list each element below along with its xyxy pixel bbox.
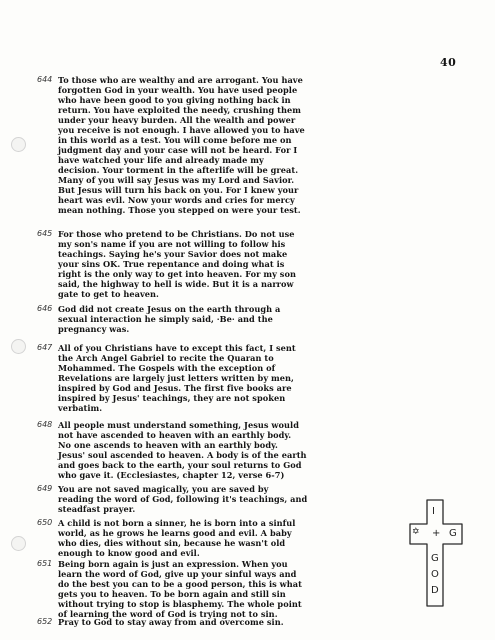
- star-of-david-icon: ✡: [412, 527, 420, 537]
- paragraph-text: God did not create Jesus on the earth through a sexual interaction he simply said, ·Be· and the pregnancy was.: [58, 304, 281, 334]
- paragraph-number: 648: [37, 420, 53, 429]
- paragraph-text: All of you Christians have to except this fact, I sent the Arch Angel Gabriel to recite the Quaran to Mohammed. The Gospels with the exception of Revelations are largely just letters written by men, inspired by God and Jesus. The first five books are inspired by Jesus' teachings, they are not spoken verbatim.: [58, 343, 296, 413]
- paragraph-646: [37, 304, 453, 334]
- binder-hole: [11, 339, 26, 354]
- paragraph-645: [37, 229, 453, 299]
- paragraph-number: 645: [37, 229, 53, 238]
- paragraph-649: [37, 484, 453, 514]
- paragraph-text: For those who pretend to be Christians. Do not use my son's name if you are not willing to follow his teachings. Saying he's your Savior does not make your sins OK. True repentance and doing what is right is the only way to get into heaven. For my son said, the highway to hell is wide. But it is a narrow gate to get to heaven.: [58, 229, 296, 299]
- paragraph-651: [37, 559, 409, 619]
- paragraph-644: [37, 75, 453, 215]
- cross-letter-i: I: [432, 506, 435, 517]
- paragraph-650: [37, 518, 453, 558]
- paragraph-number: 652: [37, 617, 53, 626]
- paragraph-number: 651: [37, 559, 53, 568]
- cross-plus-mark: +: [432, 528, 441, 539]
- paragraph-647: [37, 343, 453, 413]
- paragraph-number: 649: [37, 484, 53, 493]
- paragraph-text: You are not saved magically, you are saved by reading the word of God, following it's teachings, and steadfast prayer.: [58, 484, 308, 514]
- binder-hole: [11, 137, 26, 152]
- paragraph-text: To those who are wealthy and are arrogant. You have forgotten God in your wealth. You have used people who have been good to you giving nothing back in return. You have exploited the needy, crushing them under your heavy burden. All the wealth and power you receive is not enough. I have allowed you to have in this world as a test. You will come before me on judgment day and your case will not be heard. For I have watched your life and already made my decision. Your torment in the afterlife will be great. Many of you will say Jesus was my Lord and Savior. But Jesus will turn his back on you. For I knew your heart was evil. Now your words and cries for mercy mean nothing. Those you stepped on were your test.: [58, 75, 305, 215]
- paragraph-number: 647: [37, 343, 53, 352]
- cross-stem-letter: D: [431, 585, 439, 596]
- paragraph-648: [37, 420, 453, 480]
- paragraph-652: [37, 617, 453, 627]
- paragraph-text: A child is not born a sinner, he is born into a sinful world, as he grows he learns good and evil. A baby who dies, dies without sin, because he wasn't old enough to know good and evil.: [58, 518, 296, 558]
- paragraph-text: Pray to God to stay away from and overcome sin.: [58, 617, 284, 627]
- paragraph-number: 650: [37, 518, 53, 527]
- paragraph-text: Being born again is just an expression. When you learn the word of God, give up your sinful ways and do the best you can to be a good person, this is what gets you to heaven. To be born again and still sin without trying to stop is blasphemy. The whole point of learning the word of God is trying not to sin.: [58, 559, 302, 619]
- paragraph-number: 644: [37, 75, 53, 84]
- hand-drawn-cross: [408, 498, 464, 608]
- paragraph-number: 646: [37, 304, 53, 313]
- cross-stem-letter: O: [431, 569, 439, 580]
- paragraph-text: All people must understand something, Jesus would not have ascended to heaven with an earthly body. No one ascends to heaven with an earthly body. Jesus' soul ascended to heaven. A body is of the earth and goes back to the earth, your soul returns to God who gave it. (Ecclesiastes, chapter 12, verse 6-7): [58, 420, 307, 480]
- cross-letter-g: G: [449, 528, 457, 539]
- cross-stem-letter: G: [431, 553, 439, 564]
- page-number: 40: [440, 56, 457, 69]
- binder-hole: [11, 536, 26, 551]
